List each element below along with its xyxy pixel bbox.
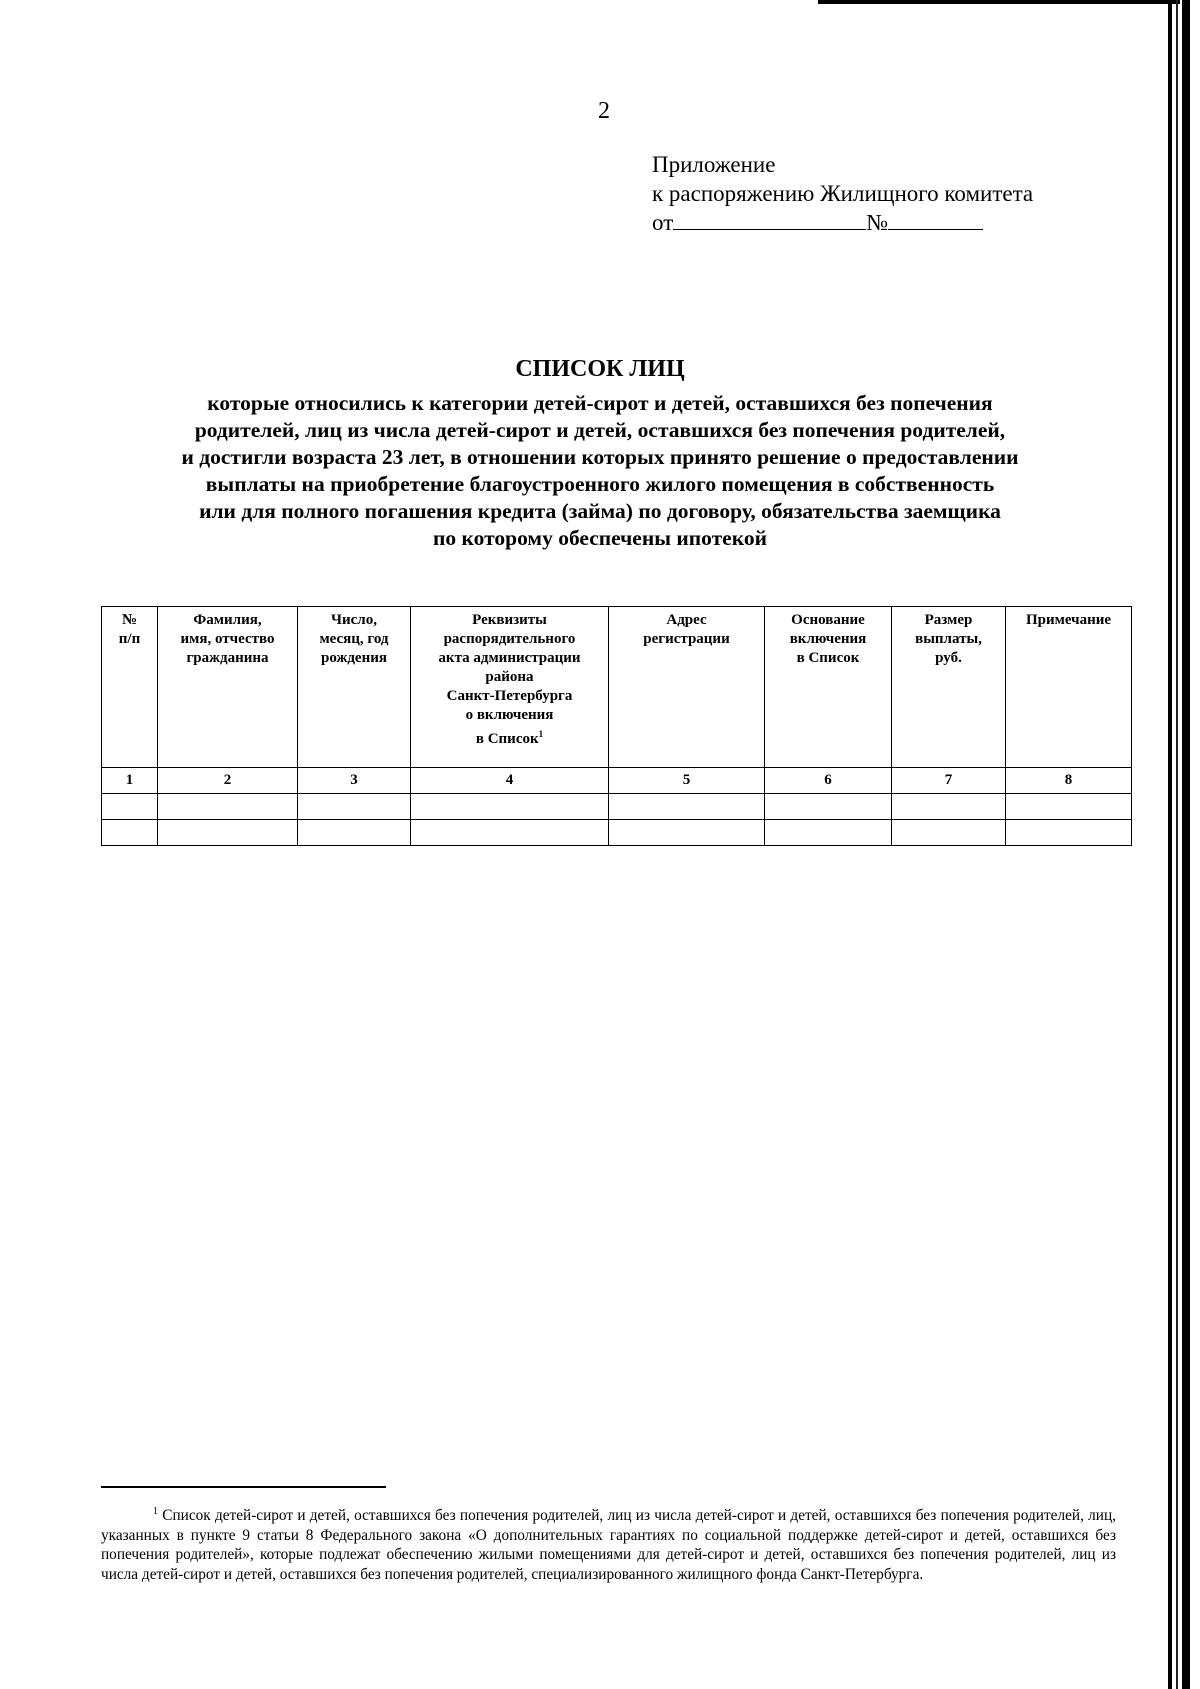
column-number-cell: 4 — [411, 768, 609, 794]
table-row — [102, 820, 1132, 846]
header-cell-act-details: Реквизиты распорядительного акта администрации района Санкт-Петербурга о включения в Список$^1$ — [411, 607, 609, 768]
subtitle-line: и достигли возраста 23 лет, в отношении которых принято решение о предоставлении — [181, 445, 1019, 469]
empty-cell — [765, 820, 892, 846]
empty-cell — [609, 820, 765, 846]
empty-cell — [1006, 820, 1132, 846]
date-blank — [673, 209, 866, 230]
appendix-date-number-line — [652, 208, 1033, 237]
column-number-cell: 8 — [1006, 768, 1132, 794]
header-cell-full-name: Фамилия, имя, отчество гражданина — [158, 607, 298, 768]
subtitle-line: или для полного погашения кредита (займа) по договору, обязательства заемщика — [199, 499, 1001, 523]
footnote-separator — [101, 1486, 386, 1488]
persons-list-table — [101, 606, 1132, 846]
page-number: 2 — [598, 98, 610, 124]
footnote-mark: 1 — [153, 1506, 158, 1517]
header-cell-note: Примечание — [1006, 607, 1132, 768]
scan-border-right — [1168, 0, 1172, 1689]
column-number-row — [102, 768, 1132, 794]
subtitle-line: родителей, лиц из числа детей-сирот и детей, оставшихся без попечения родителей, — [194, 418, 1006, 442]
footnote — [101, 1502, 1116, 1584]
header-cell-number: № п/п — [102, 607, 158, 768]
empty-cell — [1006, 794, 1132, 820]
empty-cell — [765, 794, 892, 820]
empty-cell — [411, 820, 609, 846]
table-row — [102, 794, 1132, 820]
header-cell-payment: Размер выплаты, руб. — [892, 607, 1006, 768]
appendix-label: Приложение — [652, 152, 776, 177]
header-cell-basis: Основание включения в Список — [765, 607, 892, 768]
empty-cell — [892, 820, 1006, 846]
date-prefix: от — [652, 210, 674, 235]
header-cell-address: Адрес регистрации — [609, 607, 765, 768]
empty-cell — [298, 820, 411, 846]
document-title: СПИСОК ЛИЦ — [515, 356, 685, 382]
column-number-cell: 7 — [892, 768, 1006, 794]
empty-cell — [158, 820, 298, 846]
number-blank — [888, 209, 983, 230]
scan-border-top — [818, 0, 1180, 4]
appendix-reference: к распоряжению Жилищного комитета — [652, 181, 1034, 206]
empty-cell — [411, 794, 609, 820]
empty-cell — [298, 794, 411, 820]
column-number-cell: 1 — [102, 768, 158, 794]
footnote-text: Список детей-сирот и детей, оставшихся без попечения родителей, лиц из числа детей-сирот и детей, оставшихся без попечения родителей, лиц, указанных в пункте 9 статьи 8 Федерального закона «О дополнительных гарантиях по социальной поддержке детей-сирот и детей, оставшихся без попечения родителей», которые подлежат обеспечению жилыми помещениями для детей-сирот и детей, оставшихся без попечения родителей, лиц из числа детей-сирот и детей, оставшихся без попечения родителей, специализированного жилищного фонда Санкт-Петербурга. — [101, 1507, 1116, 1583]
subtitle-line: выплаты на приобретение благоустроенного жилого помещения в собственность — [205, 472, 995, 496]
column-number-cell: 5 — [609, 768, 765, 794]
empty-cell — [102, 794, 158, 820]
scan-border-right — [1176, 0, 1178, 1689]
subtitle-line: по которому обеспечены ипотекой — [433, 526, 767, 550]
header-cell-birth-date: Число, месяц, год рождения — [298, 607, 411, 768]
number-sign: № — [866, 210, 889, 235]
empty-cell — [609, 794, 765, 820]
empty-cell — [102, 820, 158, 846]
column-number-cell: 6 — [765, 768, 892, 794]
subtitle-line: которые относились к категории детей-сирот и детей, оставшихся без попечения — [207, 391, 993, 415]
footnote-mark: 1 — [538, 729, 544, 739]
empty-cell — [158, 794, 298, 820]
table-header-row — [102, 607, 1132, 768]
column-number-cell: 3 — [298, 768, 411, 794]
empty-cell — [892, 794, 1006, 820]
appendix-block — [652, 150, 1033, 237]
scan-border-right — [1182, 0, 1190, 1689]
column-number-cell: 2 — [158, 768, 298, 794]
document-subtitle — [100, 390, 1100, 552]
